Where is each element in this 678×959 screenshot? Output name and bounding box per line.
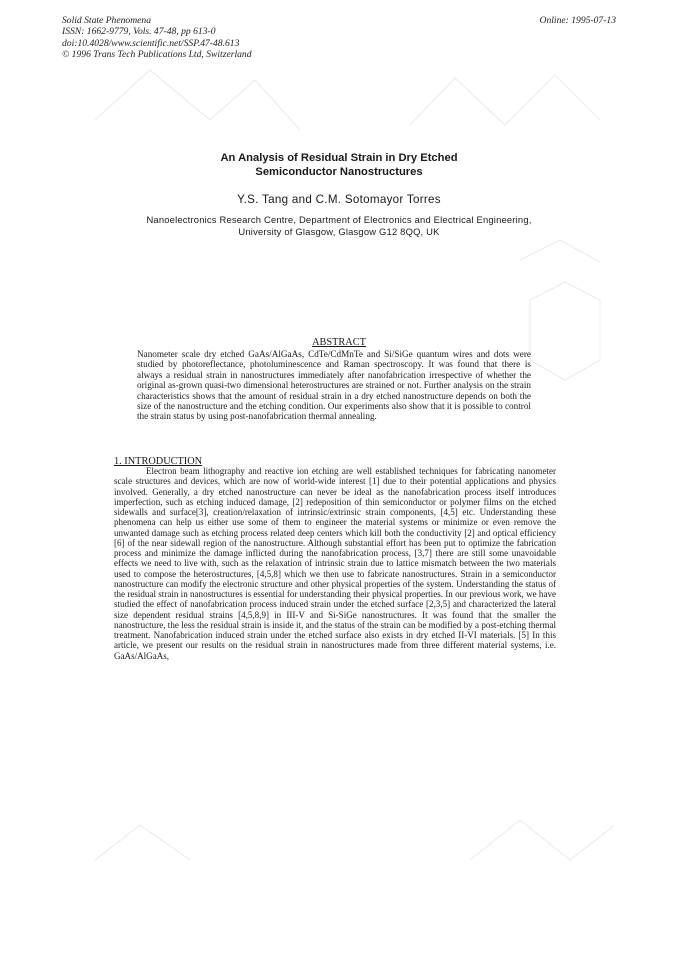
intro-heading: 1. INTRODUCTION xyxy=(114,456,203,467)
title-line-1: An Analysis of Residual Strain in Dry Etched xyxy=(220,152,458,164)
doi-line: doi:10.4028/www.scientific.net/SSP.47-48.613 xyxy=(62,37,240,49)
intro-paragraph: Electron beam lithography and reactive ion etching are well established techniques for fabricating nanometer scale structures and devices, which are now of world-wide interest [1] due to their potential applications and physics involved. Generally, a dry etched nanostructure can never be ideal as the nanofabrication process itself introduces imperfection, such as etching induced damage, [2] redeposition of thin semiconductor or polymer films on the etched sidewalls and surface[3], creation/relaxation of intrinsic/extrinsic strain components, [4,5] etc. Understanding these phenomena can help us either use some of them to engineer the material systems or minimize or even remove the unwanted damage such as etching process related deep centers which kill both the conductivity [2] and optical efficiency [6] of the near sidewall region of the nanostructure. Although substantial effort has been put to optimize the fabrication process and minimize the damage inflicted during the nanofabrication process, [3,7] there are still some unavoidable effects we need to live with, such as the relaxation of intrinsic strain due to lattice mismatch between the two materials used to compose the heterostructures, [4,5,8] which we then use to fabricate nanostructures. Strain in a semiconductor nanostructure can modify the electronic structure and other physical properties of the system. Understanding the status of the residual strain in nanostructures is essential for understanding their physical properties. In our previous work, we have studied the effect of nanofabrication process induced strain under the etched surface [2,3,5] and characterized the lateral size dependent residual strains [4,5,8,9] in III-V and Si-SiGe nanostructures. It was found that the smaller the nanostructure, the less the residual strain is inside it, and the status of the strain can be modified by a post-etching thermal treatment. Nanofabrication induced strain under the etched surface also exists in dry etched II-VI materials. [5] In this article, we present our results on the residual strain in nanostructures made from three different material systems, i.e. GaAs/AlGaAs, xyxy=(114,466,556,661)
affiliation-line-1: Nanoelectronics Research Centre, Department of Electronics and Electrical Engineering, xyxy=(146,214,532,225)
copyright-line: © 1996 Trans Tech Publications Ltd, Switzerland xyxy=(62,48,252,60)
issn-line: ISSN: 1662-9779, Vols. 47-48, pp 613-0 xyxy=(62,26,216,38)
abstract-heading: ABSTRACT xyxy=(312,337,366,348)
affiliation-line-2: University of Glasgow, Glasgow G12 8QQ, UK xyxy=(238,226,440,238)
online-date: Online: 1995-07-13 xyxy=(539,15,616,26)
intro-body xyxy=(114,466,556,661)
abstract-text: Nanometer scale dry etched GaAs/AlGaAs, CdTe/CdMnTe and Si/SiGe quantum wires and dots were studied by photoreflectance, photoluminescence and Raman spectroscopy. It was found that there is always a residual strain in nanostructures immediately after nanofabrication irrespective of whether the original as-grown quasi-two dimensional heterostructures are strained or not. Further analysis on the strain characteristics shows that the amount of residual strain in a dry etched nanostructure depends on both the size of the nanostructure and the etching condition. Our experiments also show that it is possible to control the strain status by using post-nanofabrication thermal annealing. xyxy=(137,349,531,422)
journal-header xyxy=(62,15,252,60)
authors: Y.S. Tang and C.M. Sotomayor Torres xyxy=(237,193,441,206)
journal-name: Solid State Phenomena xyxy=(62,15,151,26)
affiliation xyxy=(0,214,678,239)
title-line-2: Semiconductor Nanostructures xyxy=(255,165,423,178)
paper-title xyxy=(0,152,678,179)
